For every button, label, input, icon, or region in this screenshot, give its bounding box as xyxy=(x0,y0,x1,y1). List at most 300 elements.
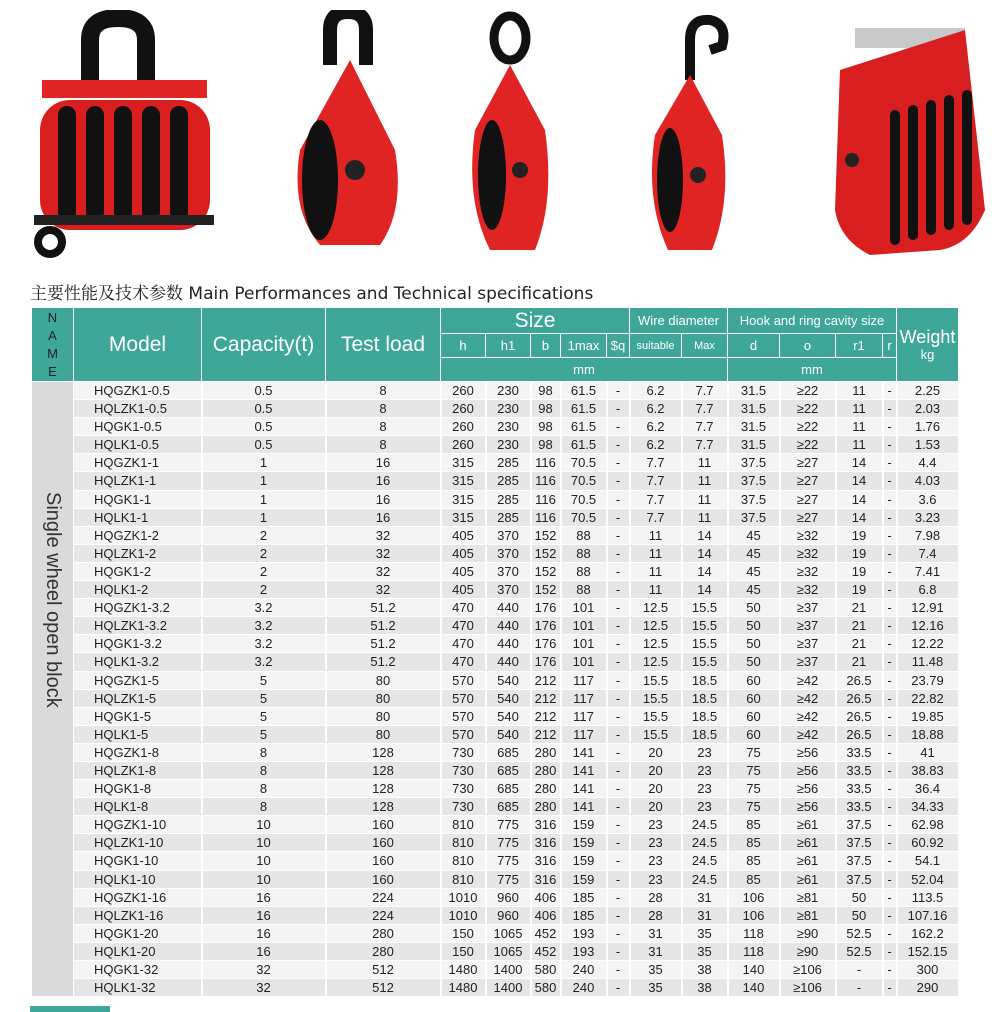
table-cell: 176 xyxy=(531,635,561,653)
table-cell: 141 xyxy=(561,780,607,798)
table-cell: 11 xyxy=(682,490,728,508)
subheader-hook_cols: r1 xyxy=(836,334,883,358)
table-cell: 18.88 xyxy=(897,725,959,743)
table-cell: ≥42 xyxy=(780,707,836,725)
table-cell: 1 xyxy=(202,472,326,490)
table-cell: 570 xyxy=(441,689,486,707)
table-cell: 440 xyxy=(486,635,531,653)
table-cell: 85 xyxy=(728,816,780,834)
table-cell: 176 xyxy=(531,653,561,671)
table-row xyxy=(32,490,959,508)
table-cell: 32 xyxy=(202,979,326,997)
table-cell: 0.5 xyxy=(202,382,326,400)
table-cell: 22.82 xyxy=(897,689,959,707)
model-cell: HQGK1-2 xyxy=(74,562,202,580)
name-letter: N xyxy=(47,309,58,325)
table-cell: 570 xyxy=(441,671,486,689)
table-cell: 32 xyxy=(202,961,326,979)
table-cell: 21 xyxy=(836,617,883,635)
table-cell: 14 xyxy=(682,562,728,580)
table-cell: 10 xyxy=(202,834,326,852)
table-cell: 51.2 xyxy=(326,599,441,617)
table-cell: 16 xyxy=(326,490,441,508)
table-cell: - xyxy=(883,906,897,924)
table-cell: - xyxy=(883,562,897,580)
table-cell: 470 xyxy=(441,617,486,635)
model-cell: HQGK1-0.5 xyxy=(74,418,202,436)
table-cell: - xyxy=(883,653,897,671)
table-cell: ≥27 xyxy=(780,472,836,490)
table-cell: 1400 xyxy=(486,961,531,979)
table-cell: 98 xyxy=(531,436,561,454)
table-cell: 20 xyxy=(630,780,682,798)
subheader-wire_cols: suitable xyxy=(630,334,682,358)
table-cell: 31 xyxy=(630,942,682,960)
table-cell: 51.2 xyxy=(326,635,441,653)
table-cell: - xyxy=(883,816,897,834)
table-cell: 88 xyxy=(561,581,607,599)
table-cell: 315 xyxy=(441,454,486,472)
table-cell: 116 xyxy=(531,508,561,526)
table-cell: - xyxy=(883,599,897,617)
table-cell: 6.2 xyxy=(630,400,682,418)
table-cell: 730 xyxy=(441,743,486,761)
table-cell: 280 xyxy=(326,924,441,942)
table-cell: 28 xyxy=(630,888,682,906)
model-cell: HQGK1-3.2 xyxy=(74,635,202,653)
table-row xyxy=(32,725,959,743)
table-cell: - xyxy=(607,707,630,725)
table-cell: 440 xyxy=(486,653,531,671)
table-cell: 159 xyxy=(561,852,607,870)
table-cell: 20 xyxy=(630,761,682,779)
model-cell: HQLZK1-2 xyxy=(74,544,202,562)
model-cell: HQLK1-3.2 xyxy=(74,653,202,671)
table-cell: ≥42 xyxy=(780,671,836,689)
table-cell: 118 xyxy=(728,942,780,960)
table-cell: 260 xyxy=(441,418,486,436)
table-cell: - xyxy=(607,979,630,997)
table-cell: 141 xyxy=(561,743,607,761)
table-cell: 7.7 xyxy=(630,454,682,472)
table-cell: 117 xyxy=(561,725,607,743)
table-cell: 8 xyxy=(202,780,326,798)
table-cell: 370 xyxy=(486,581,531,599)
table-cell: - xyxy=(883,418,897,436)
table-cell: 16 xyxy=(326,508,441,526)
table-cell: 7.7 xyxy=(630,490,682,508)
ring-block-image xyxy=(460,10,560,265)
hook-ring-header: Hook and ring cavity size xyxy=(728,308,897,334)
model-cell: HQLZK1-16 xyxy=(74,906,202,924)
table-row xyxy=(32,870,959,888)
table-cell: 37.5 xyxy=(836,834,883,852)
table-cell: - xyxy=(883,436,897,454)
table-cell: 212 xyxy=(531,689,561,707)
table-cell: ≥56 xyxy=(780,743,836,761)
table-cell: 20 xyxy=(630,743,682,761)
test-load-header: Test load xyxy=(326,308,441,382)
table-cell: 159 xyxy=(561,816,607,834)
table-cell: 185 xyxy=(561,906,607,924)
table-cell: 75 xyxy=(728,761,780,779)
table-cell: 3.2 xyxy=(202,599,326,617)
table-cell: 159 xyxy=(561,834,607,852)
table-row xyxy=(32,761,959,779)
table-cell: 0.5 xyxy=(202,436,326,454)
table-cell: 101 xyxy=(561,635,607,653)
table-cell: 52.04 xyxy=(897,870,959,888)
table-cell: ≥22 xyxy=(780,382,836,400)
table-cell: - xyxy=(607,472,630,490)
table-cell: 405 xyxy=(441,544,486,562)
table-row xyxy=(32,436,959,454)
model-cell: HQLZK1-1 xyxy=(74,472,202,490)
table-cell: 540 xyxy=(486,689,531,707)
table-cell: 8 xyxy=(326,382,441,400)
table-cell: 85 xyxy=(728,852,780,870)
table-cell: 730 xyxy=(441,798,486,816)
table-cell: ≥32 xyxy=(780,526,836,544)
table-cell: - xyxy=(607,743,630,761)
model-cell: HQGZK1-2 xyxy=(74,526,202,544)
table-cell: ≥90 xyxy=(780,924,836,942)
table-cell: - xyxy=(883,834,897,852)
table-cell: 685 xyxy=(486,761,531,779)
table-cell: 540 xyxy=(486,725,531,743)
table-cell: 60 xyxy=(728,725,780,743)
table-cell: 14 xyxy=(682,581,728,599)
table-cell: 50 xyxy=(836,906,883,924)
section-heading: 主要性能及技术参数 Main Performances and Technical specifications xyxy=(30,284,594,304)
table-cell: 12.5 xyxy=(630,599,682,617)
table-cell: 23 xyxy=(630,834,682,852)
table-cell: 1010 xyxy=(441,906,486,924)
table-cell: 960 xyxy=(486,888,531,906)
table-row xyxy=(32,816,959,834)
table-cell: 452 xyxy=(531,942,561,960)
table-cell: 3.23 xyxy=(897,508,959,526)
side-label: Single wheel open block xyxy=(42,492,64,708)
table-cell: 61.5 xyxy=(561,400,607,418)
table-cell: - xyxy=(883,617,897,635)
table-cell: 370 xyxy=(486,526,531,544)
subheader-hook_cols: d xyxy=(728,334,780,358)
table-cell: 37.5 xyxy=(728,454,780,472)
table-row xyxy=(32,617,959,635)
table-cell: 14 xyxy=(836,454,883,472)
table-cell: 152 xyxy=(531,562,561,580)
table-cell: 24.5 xyxy=(682,870,728,888)
table-cell: 5 xyxy=(202,671,326,689)
table-cell: 8 xyxy=(202,798,326,816)
table-cell: 141 xyxy=(561,798,607,816)
model-cell: HQLZK1-0.5 xyxy=(74,400,202,418)
table-cell: 0.5 xyxy=(202,400,326,418)
table-cell: ≥56 xyxy=(780,798,836,816)
table-cell: - xyxy=(883,490,897,508)
table-cell: 12.5 xyxy=(630,617,682,635)
table-cell: 440 xyxy=(486,617,531,635)
table-cell: - xyxy=(836,979,883,997)
subheader-size_cols: h1 xyxy=(486,334,531,358)
table-cell: - xyxy=(607,653,630,671)
table-cell: 54.1 xyxy=(897,852,959,870)
table-cell: 128 xyxy=(326,743,441,761)
table-cell: 11 xyxy=(630,526,682,544)
table-row xyxy=(32,472,959,490)
table-cell: - xyxy=(607,924,630,942)
table-cell: - xyxy=(883,725,897,743)
table-cell: ≥42 xyxy=(780,689,836,707)
table-cell: 1480 xyxy=(441,961,486,979)
model-cell: HQGZK1-5 xyxy=(74,671,202,689)
model-cell: HQLZK1-8 xyxy=(74,761,202,779)
table-cell: 212 xyxy=(531,671,561,689)
table-cell: 452 xyxy=(531,924,561,942)
model-cell: HQGZK1-16 xyxy=(74,888,202,906)
table-cell: 14 xyxy=(836,472,883,490)
table-cell: 41 xyxy=(897,743,959,761)
table-cell: 280 xyxy=(326,942,441,960)
table-cell: 1.53 xyxy=(897,436,959,454)
table-cell: 116 xyxy=(531,472,561,490)
table-cell: 3.2 xyxy=(202,653,326,671)
table-cell: 11 xyxy=(630,544,682,562)
table-cell: 33.5 xyxy=(836,743,883,761)
table-cell: 23 xyxy=(682,761,728,779)
table-cell: 45 xyxy=(728,562,780,580)
multi-sheave-block-image xyxy=(20,10,215,260)
table-row xyxy=(32,599,959,617)
table-cell: 75 xyxy=(728,743,780,761)
table-cell: 117 xyxy=(561,707,607,725)
table-cell: 370 xyxy=(486,544,531,562)
table-cell: 11 xyxy=(682,454,728,472)
model-cell: HQGZK1-1 xyxy=(74,454,202,472)
table-cell: 26.5 xyxy=(836,707,883,725)
model-cell: HQGK1-8 xyxy=(74,780,202,798)
table-cell: 61.5 xyxy=(561,382,607,400)
table-cell: 160 xyxy=(326,852,441,870)
table-cell: 8 xyxy=(326,400,441,418)
table-cell: 80 xyxy=(326,725,441,743)
table-cell: 230 xyxy=(486,382,531,400)
table-cell: ≥22 xyxy=(780,436,836,454)
table-cell: 52.5 xyxy=(836,942,883,960)
name-letter: M xyxy=(47,345,58,361)
table-cell: 21 xyxy=(836,653,883,671)
table-row xyxy=(32,780,959,798)
table-cell: 31.5 xyxy=(728,382,780,400)
table-cell: 116 xyxy=(531,454,561,472)
table-cell: 11 xyxy=(682,472,728,490)
table-cell: 14 xyxy=(682,526,728,544)
table-cell: - xyxy=(607,581,630,599)
table-cell: 70.5 xyxy=(561,490,607,508)
size-header: Size xyxy=(441,308,630,334)
table-cell: 152 xyxy=(531,581,561,599)
table-cell: 7.7 xyxy=(682,382,728,400)
table-cell: 2 xyxy=(202,581,326,599)
table-cell: - xyxy=(883,526,897,544)
table-cell: 6.2 xyxy=(630,418,682,436)
table-cell: 128 xyxy=(326,798,441,816)
table-cell: 33.5 xyxy=(836,780,883,798)
table-cell: ≥42 xyxy=(780,725,836,743)
table-cell: 570 xyxy=(441,725,486,743)
weight-header xyxy=(897,308,959,382)
table-cell: 31.5 xyxy=(728,418,780,436)
table-cell: 1 xyxy=(202,454,326,472)
table-cell: 101 xyxy=(561,653,607,671)
model-cell: HQLK1-10 xyxy=(74,870,202,888)
table-cell: 0.5 xyxy=(202,418,326,436)
table-cell: - xyxy=(883,798,897,816)
table-cell: 80 xyxy=(326,707,441,725)
table-cell: 7.7 xyxy=(682,400,728,418)
table-cell: 12.5 xyxy=(630,635,682,653)
table-cell: - xyxy=(607,454,630,472)
table-cell: 37.5 xyxy=(836,816,883,834)
model-cell: HQLK1-0.5 xyxy=(74,436,202,454)
table-cell: 5 xyxy=(202,707,326,725)
table-cell: ≥61 xyxy=(780,834,836,852)
name-letter: A xyxy=(48,327,57,343)
table-cell: 193 xyxy=(561,924,607,942)
table-row xyxy=(32,544,959,562)
table-cell: ≥37 xyxy=(780,653,836,671)
table-cell: 290 xyxy=(897,979,959,997)
table-cell: 7.4 xyxy=(897,544,959,562)
table-cell: 35 xyxy=(630,979,682,997)
table-cell: 7.7 xyxy=(682,418,728,436)
model-cell: HQGK1-32 xyxy=(74,961,202,979)
table-cell: 280 xyxy=(531,798,561,816)
table-cell: 315 xyxy=(441,490,486,508)
table-cell: - xyxy=(883,761,897,779)
table-cell: 12.91 xyxy=(897,599,959,617)
table-cell: 512 xyxy=(326,961,441,979)
table-cell: - xyxy=(883,852,897,870)
table-cell: 540 xyxy=(486,671,531,689)
table-cell: 70.5 xyxy=(561,454,607,472)
side-label-cell xyxy=(32,382,74,997)
table-cell: 16 xyxy=(202,888,326,906)
table-cell: 23 xyxy=(682,798,728,816)
table-cell: 50 xyxy=(728,599,780,617)
table-cell: 11 xyxy=(630,581,682,599)
table-cell: 300 xyxy=(897,961,959,979)
table-cell: 140 xyxy=(728,979,780,997)
table-cell: - xyxy=(607,490,630,508)
table-cell: 85 xyxy=(728,870,780,888)
table-cell: 50 xyxy=(836,888,883,906)
table-cell: 1.76 xyxy=(897,418,959,436)
table-cell: 70.5 xyxy=(561,508,607,526)
table-cell: 406 xyxy=(531,906,561,924)
table-cell: 18.5 xyxy=(682,671,728,689)
table-cell: 11 xyxy=(682,508,728,526)
table-cell: 570 xyxy=(441,707,486,725)
table-cell: 16 xyxy=(202,942,326,960)
table-cell: 70.5 xyxy=(561,472,607,490)
table-cell: - xyxy=(607,816,630,834)
table-cell: 2 xyxy=(202,544,326,562)
table-cell: 128 xyxy=(326,780,441,798)
table-cell: 7.7 xyxy=(630,508,682,526)
table-cell: 5 xyxy=(202,689,326,707)
table-cell: - xyxy=(883,544,897,562)
table-cell: 6.2 xyxy=(630,436,682,454)
table-cell: 45 xyxy=(728,526,780,544)
table-cell: - xyxy=(883,979,897,997)
table-cell: 8 xyxy=(326,418,441,436)
table-cell: 37.5 xyxy=(728,508,780,526)
table-cell: 775 xyxy=(486,870,531,888)
table-cell: 15.5 xyxy=(682,653,728,671)
table-cell: - xyxy=(607,761,630,779)
table-cell: 285 xyxy=(486,454,531,472)
shackle-block-image xyxy=(280,10,420,265)
table-cell: 285 xyxy=(486,508,531,526)
table-cell: 810 xyxy=(441,852,486,870)
table-cell: 98 xyxy=(531,382,561,400)
table-cell: 51.2 xyxy=(326,653,441,671)
table-cell: ≥61 xyxy=(780,816,836,834)
table-cell: 224 xyxy=(326,888,441,906)
table-cell: 285 xyxy=(486,490,531,508)
table-cell: - xyxy=(607,436,630,454)
table-row xyxy=(32,979,959,997)
table-cell: 85 xyxy=(728,834,780,852)
table-cell: 16 xyxy=(326,454,441,472)
table-cell: 224 xyxy=(326,906,441,924)
model-cell: HQGZK1-3.2 xyxy=(74,599,202,617)
table-cell: 315 xyxy=(441,508,486,526)
table-cell: ≥106 xyxy=(780,979,836,997)
table-cell: 21 xyxy=(836,599,883,617)
table-cell: 15.5 xyxy=(682,617,728,635)
table-cell: ≥32 xyxy=(780,562,836,580)
table-cell: - xyxy=(607,671,630,689)
table-cell: 775 xyxy=(486,816,531,834)
table-cell: 810 xyxy=(441,816,486,834)
table-cell: 98 xyxy=(531,418,561,436)
table-cell: 31.5 xyxy=(728,400,780,418)
table-cell: 50 xyxy=(728,635,780,653)
spec-table xyxy=(31,307,960,997)
table-cell: - xyxy=(607,400,630,418)
table-cell: 15.5 xyxy=(682,635,728,653)
table-row xyxy=(32,382,959,400)
table-cell: 160 xyxy=(326,834,441,852)
table-cell: - xyxy=(883,780,897,798)
table-cell: 230 xyxy=(486,436,531,454)
table-row xyxy=(32,852,959,870)
table-row xyxy=(32,743,959,761)
model-cell: HQLK1-32 xyxy=(74,979,202,997)
multi-sheave-red-block-image xyxy=(830,10,995,260)
table-cell: 1065 xyxy=(486,942,531,960)
subheader-hook_cols: r xyxy=(883,334,897,358)
model-cell: HQGK1-5 xyxy=(74,707,202,725)
table-cell: - xyxy=(607,599,630,617)
subheader-size_cols: b xyxy=(531,334,561,358)
table-cell: 15.5 xyxy=(630,707,682,725)
table-cell: 405 xyxy=(441,562,486,580)
table-cell: 18.5 xyxy=(682,707,728,725)
